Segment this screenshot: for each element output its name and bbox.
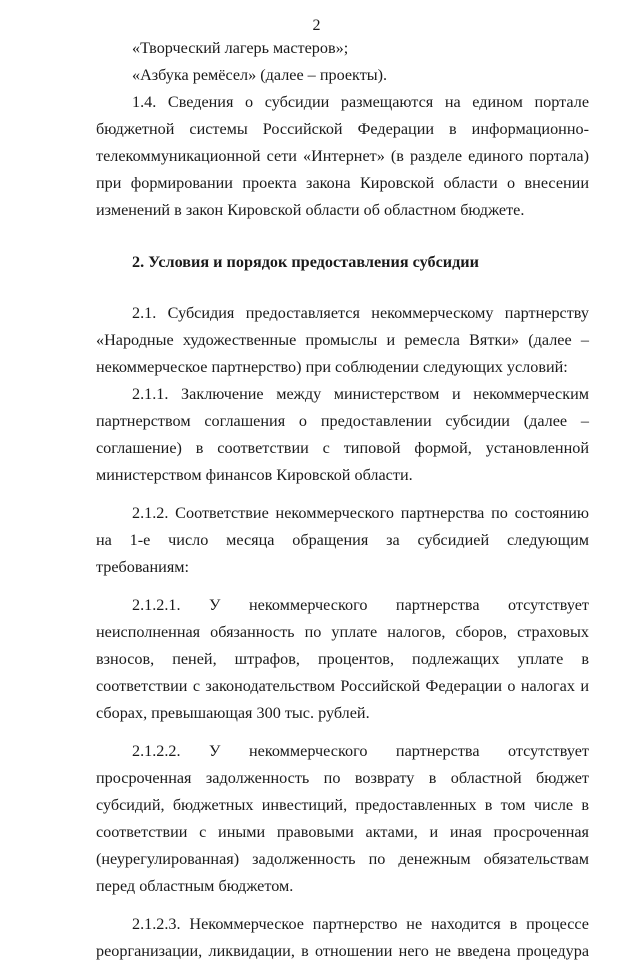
paragraph-2-1-2: 2.1.2. Соответствие некоммерческого партнерства по состоянию на 1-е число месяца обращения за субсидией следующим требованиям: (96, 504, 589, 576)
section-heading: 2. Условия и порядок предоставления субсидии (132, 253, 479, 271)
paragraph-2-1-2-3: 2.1.2.3. Некоммерческое партнерство не находится в процессе реорганизации, ликвидации, в отношении него не введена процедура (96, 915, 589, 960)
paragraph-2-1-2-2: 2.1.2.2. У некоммерческого партнерства отсутствует просроченная задолженность по возврату в областной бюджет субсидий, бюджетных инвестиций, предоставленных в том числе в соответствии с иными правовыми актами, и иная просроченная (неурегулированная) задолженность по денежным обязательствам перед областным бюджетом. (96, 742, 589, 895)
paragraph-2-1: 2.1. Субсидия предоставляется некоммерческому партнерству «Народные художественные промыслы и ремесла Вятки» (далее – некоммерческое партнерство) при соблюдении следующих условий: (96, 304, 589, 376)
paragraph-2-1-1: 2.1.1. Заключение между министерством и некоммерческим партнерством соглашения о предоставлении субсидии (далее – соглашение) в соответствии с типовой формой, установленной министерством финансов Кировской области. (96, 385, 589, 484)
project-item-2: «Азбука ремёсел» (далее – проекты). (132, 66, 388, 84)
project-item-1: «Творческий лагерь мастеров»; (132, 39, 349, 57)
paragraph-2-1-2-1: 2.1.2.1. У некоммерческого партнерства отсутствует неисполненная обязанность по уплате налогов, сборов, страховых взносов, пеней, штрафов, процентов, подлежащих уплате в соответствии с законодательством Российской Федерации о налогах и сборах, превышающая 300 тыс. рублей. (96, 596, 589, 722)
document-body (96, 35, 589, 965)
paragraph-1-4: 1.4. Сведения о субсидии размещаются на едином портале бюджетной системы Российской Федерации в информационно-телекоммуникационной сети «Интернет» (в разделе единого портала) при формировании проекта закона Кировской области о внесении изменений в закон Кировской области об областном бюджете. (96, 93, 589, 219)
page-number: 2 (312, 17, 321, 34)
